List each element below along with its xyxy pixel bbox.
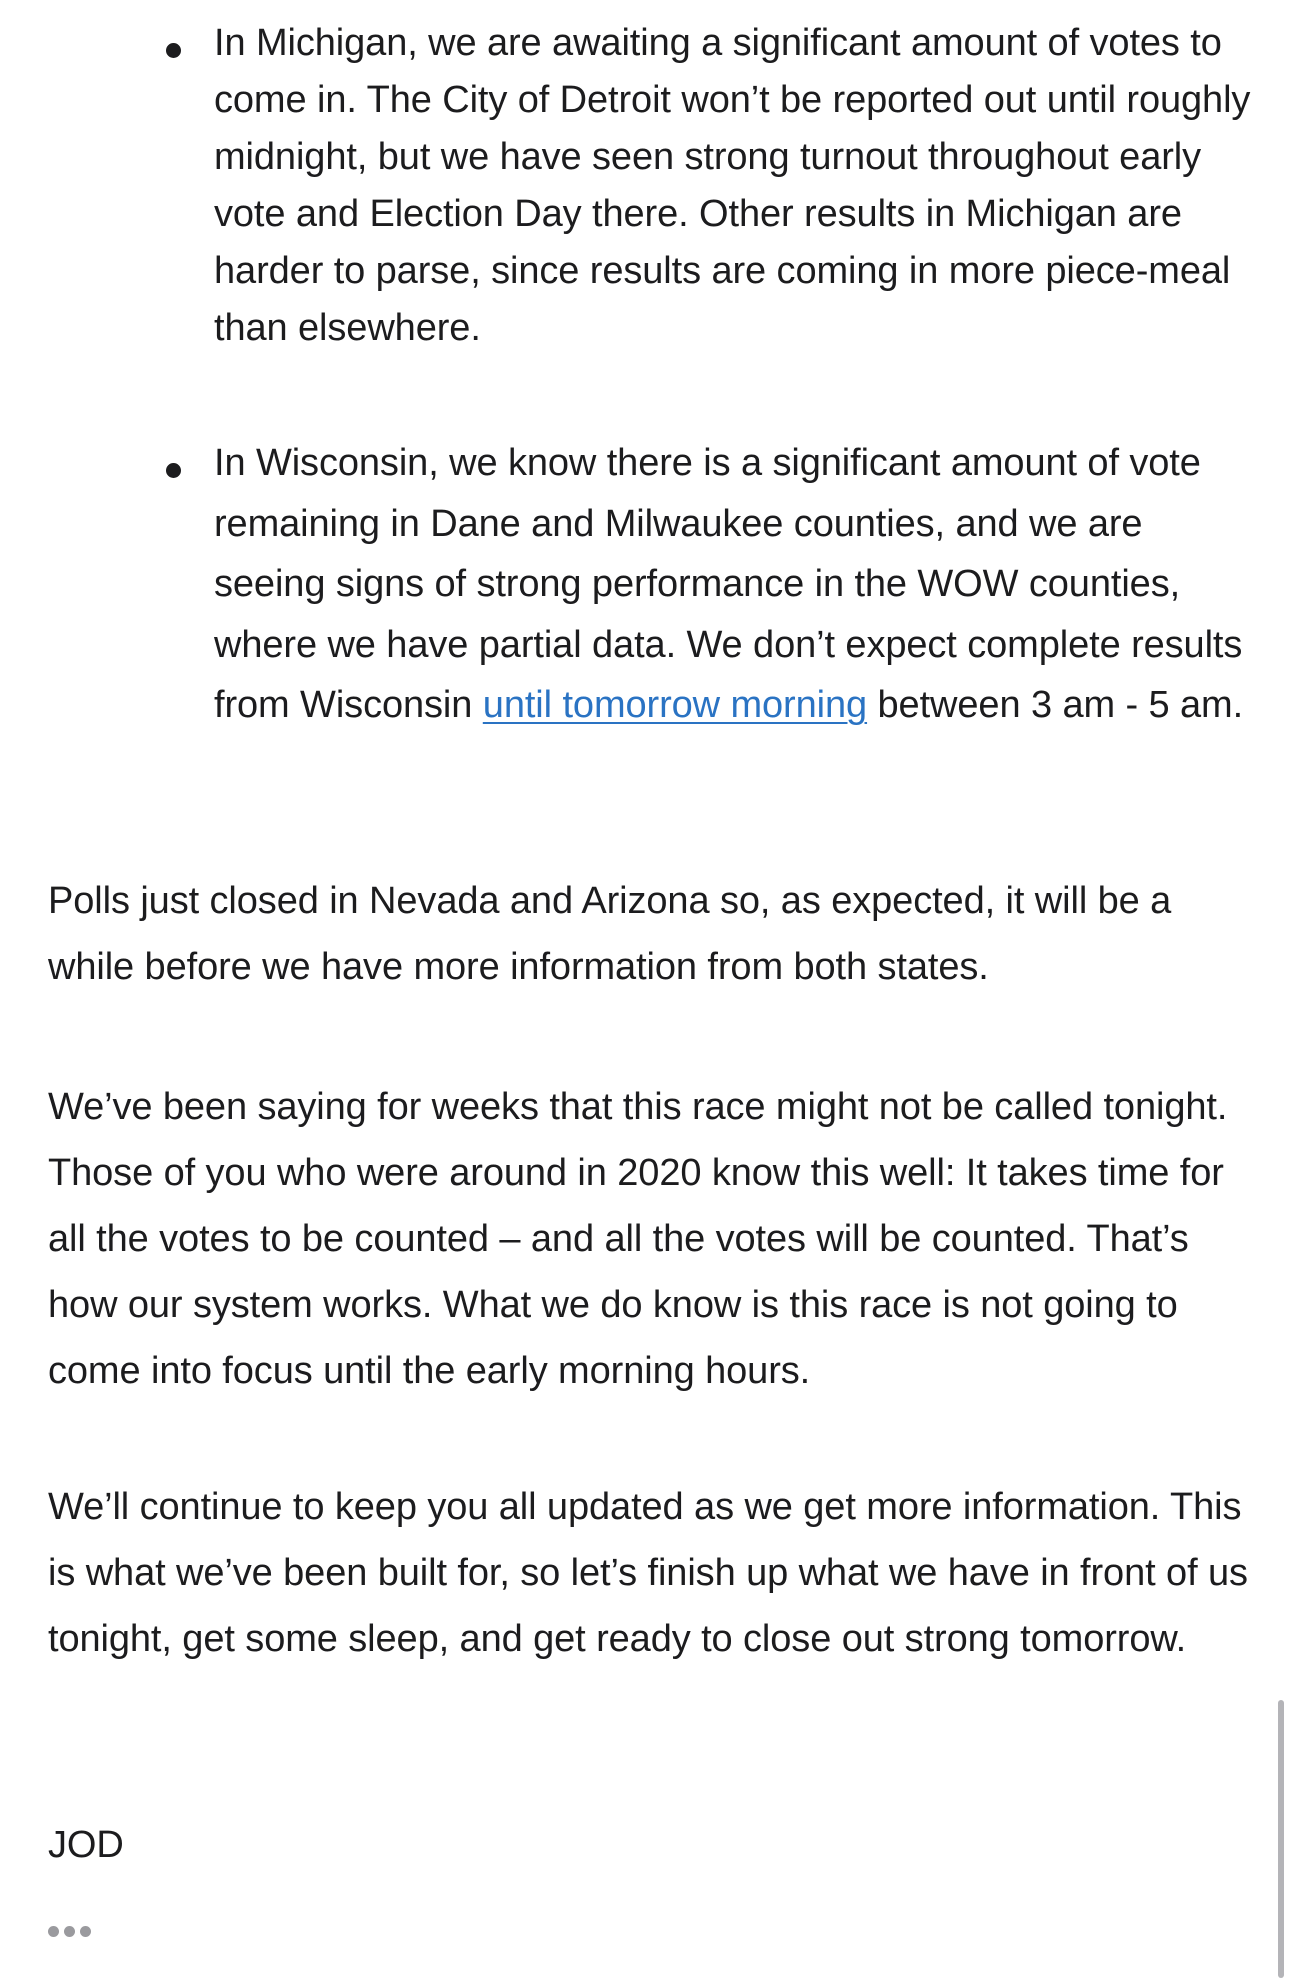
bullet-item-wisconsin [214, 433, 1254, 736]
signature: JOD [48, 1824, 124, 1866]
ellipsis-icon[interactable] [48, 1926, 91, 1937]
bullet-dot-icon [166, 463, 181, 478]
ellipsis-dot [80, 1926, 91, 1937]
scrollbar[interactable] [1278, 1700, 1284, 1978]
ellipsis-dot [64, 1926, 75, 1937]
bullet-item-michigan [214, 15, 1254, 357]
bullet-text-wisconsin-after: between 3 am - 5 am. [867, 684, 1244, 726]
paragraph-race-not-called: We’ve been saying for weeks that this race might not be called tonight. Those of you who were around in 2020 know this well: It takes time for all the votes to be counted – and all the votes will be counted. That’s how our system works. What we do know is this race is not going to come into focus until the early morning hours. [48, 1086, 1228, 1392]
link-until-tomorrow-morning[interactable]: until tomorrow morning [482, 684, 868, 726]
paragraph-keep-updated: We’ll continue to keep you all updated as we get more information. This is what we’ve been built for, so let’s finish up what we have in front of us tonight, get some sleep, and get ready to close out strong tomorrow. [48, 1486, 1248, 1660]
bullet-dot-icon [166, 43, 181, 58]
bullet-text-michigan: In Michigan, we are awaiting a significant amount of votes to come in. The City of Detroit won’t be reported out until roughly midnight, but we have seen strong turnout throughout early vote and Election Day there. Other results in Michigan are harder to parse, since results are coming in more piece-meal than elsewhere. [214, 22, 1251, 349]
bullet-text-wisconsin-before: In Wisconsin, we know there is a significant amount of vote remaining in Dane and Milwaukee counties, and we are seeing signs of strong performance in the WOW counties, where we have partial data. We don’t expect complete results from Wisconsin [214, 442, 1243, 726]
paragraph-polls-closed: Polls just closed in Nevada and Arizona so, as expected, it will be a while before we have more information from both states. [48, 880, 1172, 988]
ellipsis-dot [48, 1926, 59, 1937]
